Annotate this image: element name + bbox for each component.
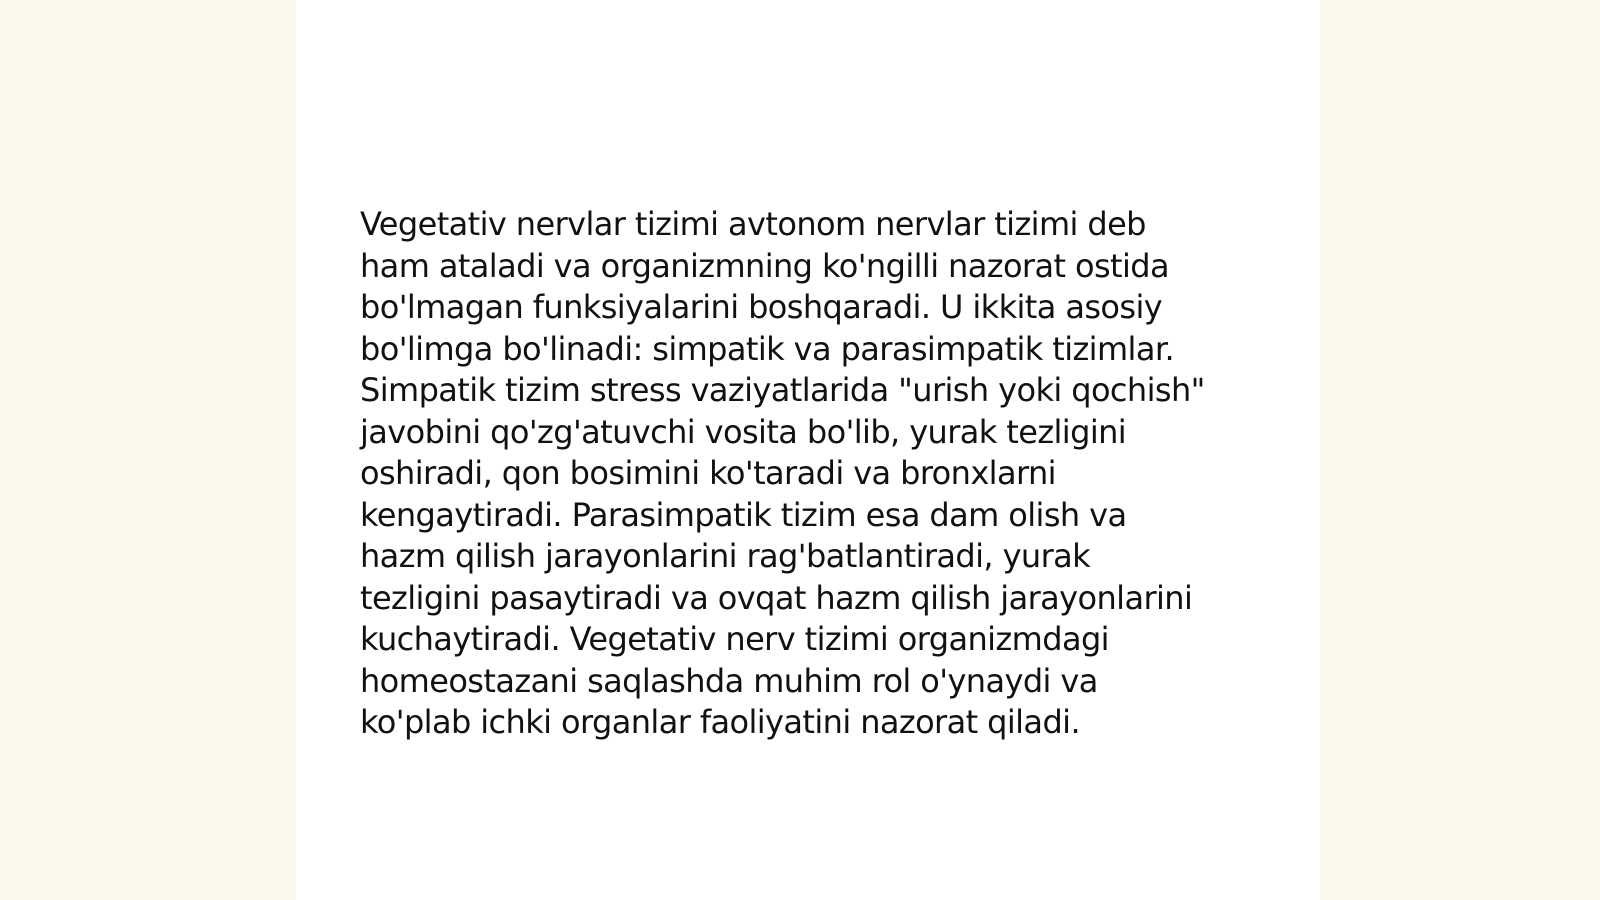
- slide: [296, 0, 1320, 900]
- slide-body-text: Vegetativ nervlar tizimi avtonom nervlar tizimi deb ham ataladi va organizmning ko'ngilli nazorat ostida bo'lmagan funksiyalarini boshqaradi. U ikkita asosiy bo'limga bo'linadi: simpatik va parasimpatik tizimlar. Simpatik tizim stress vaziyatlarida "urish yoki qochish" javobini qo'zg'atuvchi vosita bo'lib, yurak tezligini oshiradi, qon bosimini ko'taradi va bronxlarni kengaytiradi. Parasimpatik tizim esa dam olish va hazm qilish jarayonlarini rag'batlantiradi, yurak tezligini pasaytiradi va ovqat hazm qilish jarayonlarini kuchaytiradi. Vegetativ nerv tizimi organizmdagi homeostazani saqlashda muhim rol o'ynaydi va ko'plab ichki organlar faoliyatini nazorat qiladi.: [360, 205, 1205, 741]
